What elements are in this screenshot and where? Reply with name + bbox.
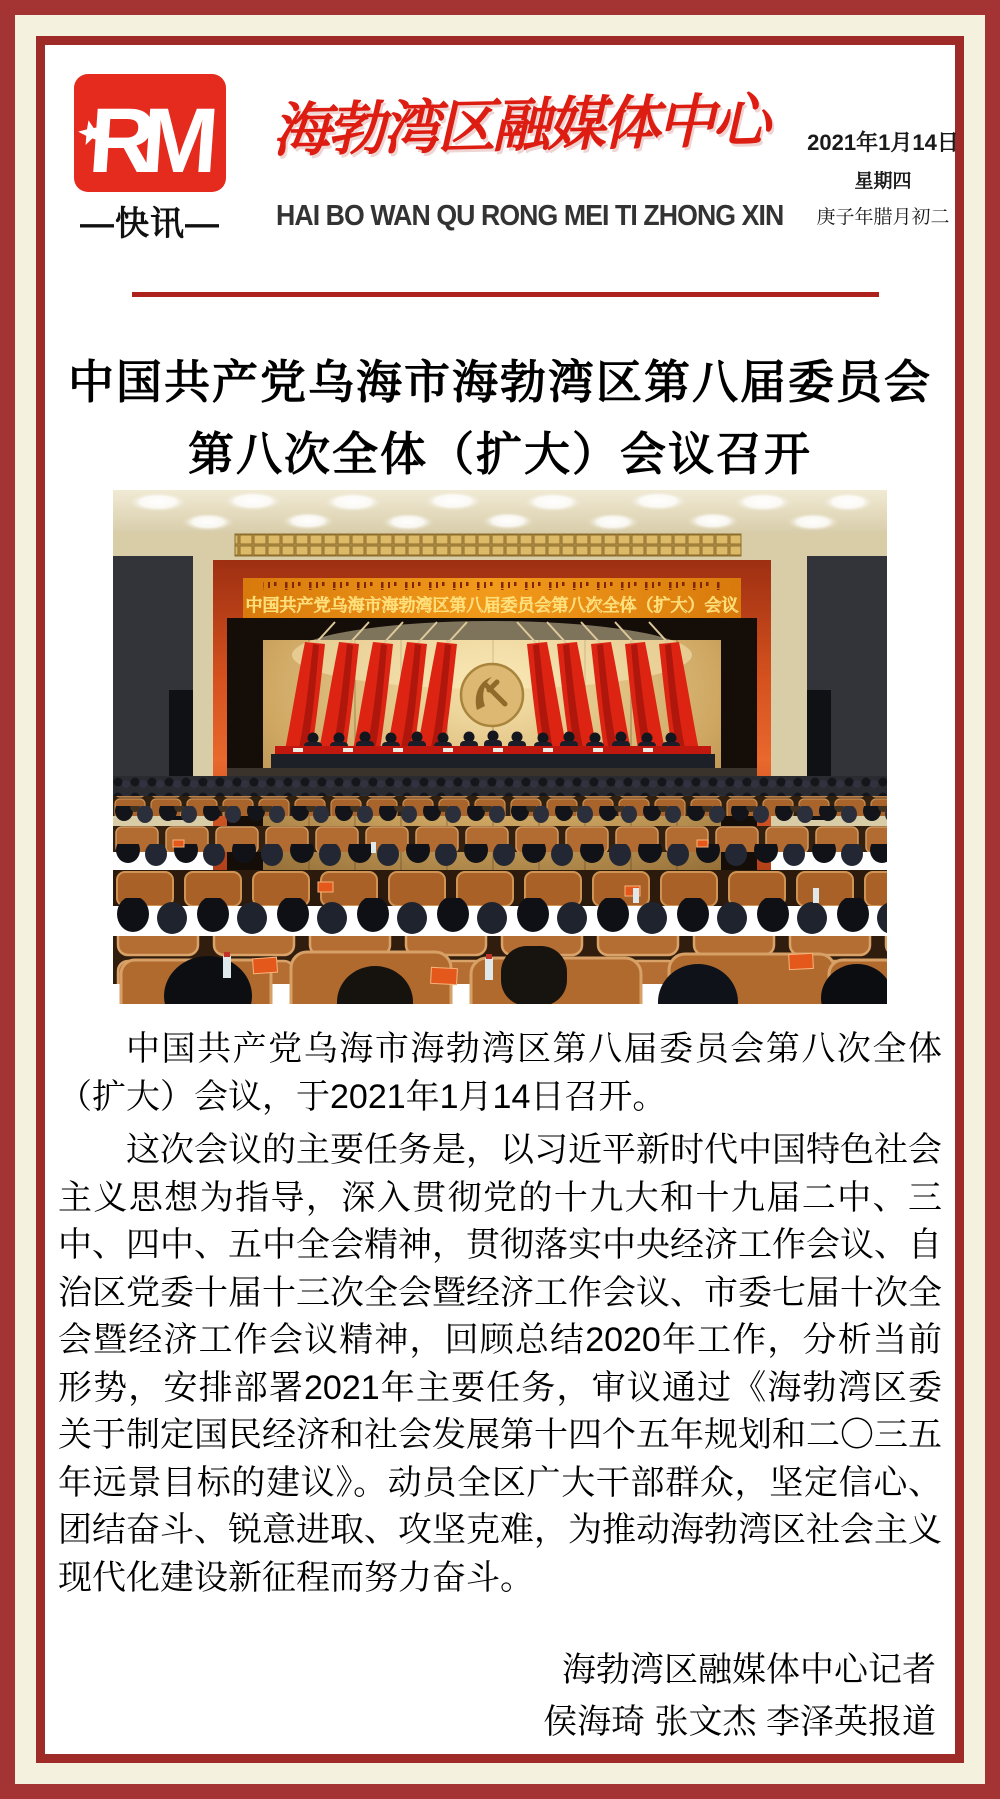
logo-tagline: —快讯— [80,205,220,243]
brand-pinyin: HAI BO WAN QU RONG MEI TI ZHONG XIN [276,200,784,232]
gold-fretwork-band [235,534,741,556]
rm-logo [74,74,226,192]
article-body [58,1026,942,1602]
article-paragraph: 中国共产党乌海市海勃湾区第八届委员会第八次全体（扩大）会议，于2021年1月14日召开。 [58,1030,942,1116]
article-paragraph: 这次会议的主要任务是，以习近平新时代中国特色社会主义思想为指导，深入贯彻党的十九大和十九届二中、三中、四中、五中全会精神，贯彻落实中央经济工作会议、自治区党委十届十三次全会暨经济工作会议、市委七届十次全会暨经济工作会议精神，回顾总结2020年工作，分析当前形势，安排部署2021年主要任务，审议通过《海勃湾区委关于制定国民经济和社会发展第十四个五年规划和二〇三五年远景目标的建议》。动员全区广大干部群众，坚定信心、团结奋斗、锐意进取、攻坚克难，为推动海勃湾区社会主义现代化建设新征程而努力奋斗。 [58,1131,942,1597]
byline-line1: 海勃湾区融媒体中心记者 [562,1651,936,1689]
date-block [795,126,971,229]
party-emblem-icon [461,664,523,726]
mongolian-script-row [263,582,721,590]
hall-ceiling [113,490,887,534]
date-text: 2021年1月14日 [807,130,959,155]
lunar-date-text: 庚子年腊月初二 [816,207,950,228]
weekday-text: 星期四 [854,171,912,192]
rm-monogram [74,74,226,192]
audience [113,776,887,1004]
stage-banner-text: 中国共产党乌海市海勃湾区第八届委员会第八次全体（扩大）会议 [245,596,739,615]
byline-line2: 侯海琦 张文杰 李泽英报道 [543,1703,936,1741]
logo-letters: RM [85,89,209,192]
byline [336,1644,936,1748]
article-title-line1: 中国共产党乌海市海勃湾区第八届委员会 [68,356,932,408]
brand-title-cn: 海勃湾区融媒体中心 [271,86,768,165]
article-title-line2: 第八次全体（扩大）会议召开 [188,428,812,480]
header-divider [132,292,879,297]
conference-photo [113,490,887,1004]
